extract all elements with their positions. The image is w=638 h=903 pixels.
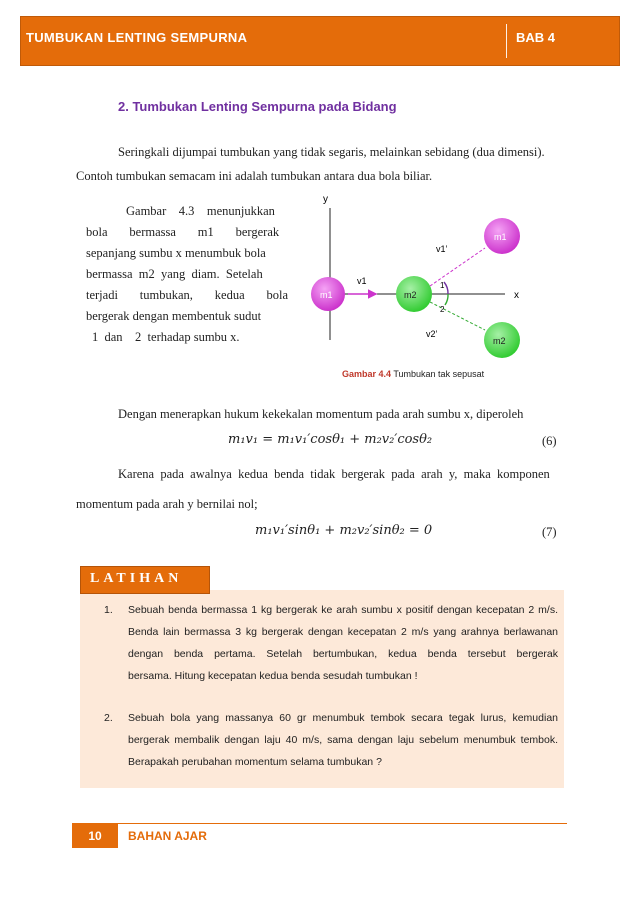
x-axis-label: x xyxy=(514,290,519,301)
page-number: 10 xyxy=(88,829,102,843)
left-text-block xyxy=(86,201,289,348)
header-divider xyxy=(506,24,507,58)
left-text-line: bergerak dengan membentuk sudut xyxy=(86,309,262,323)
header-title: TUMBUKAN LENTING SEMPURNA xyxy=(26,30,248,45)
angle-2-label: 2 xyxy=(440,305,445,314)
latihan-label: LATIHAN xyxy=(90,571,183,586)
figure-caption-text: Tumbukan tak sepusat xyxy=(391,369,485,379)
left-text-line: sepanjang sumbu x menumbuk bola xyxy=(86,246,266,260)
exercise-2-line: Sebuah bola yang massanya 60 gr menumbuk tembok secara tegak lurus, kemudian xyxy=(128,712,558,724)
v2-prime-label: v2’ xyxy=(426,329,438,339)
ball-m1-label: m1 xyxy=(320,290,333,300)
exercise-number-2: 2. xyxy=(104,712,113,724)
left-text-line: Gambar 4.3 menunjukkan xyxy=(126,204,275,218)
v1-label: v1 xyxy=(357,276,367,286)
angle-1-label: 1 xyxy=(440,281,445,290)
footer-label: BAHAN AJAR xyxy=(128,829,207,843)
exercise-1-line: bersama. Hitung kecepatan kedua benda sesudah tumbukan ! xyxy=(128,670,418,682)
paragraph-momentum-y-line-1: Karena pada awalnya kedua benda tidak bergerak pada arah y, maka komponen xyxy=(118,467,550,481)
exercise-1-line: Benda lain bermassa 3 kg bergerak dengan kecepatan 2 m/s yang arahnya berlawanan xyxy=(128,626,558,638)
equation-7-number: (7) xyxy=(542,525,557,539)
section-title: 2. Tumbukan Lenting Sempurna pada Bidang xyxy=(118,99,397,114)
left-text-line: 1 dan 2 terhadap sumbu x. xyxy=(92,330,240,344)
ball-m1-after-label: m1 xyxy=(494,232,507,242)
page-number-box xyxy=(72,824,118,848)
collision-diagram xyxy=(290,190,560,390)
exercise-1-line: Sebuah benda bermassa 1 kg bergerak ke arah sumbu x positif dengan kecepatan 2 m/s. xyxy=(128,604,558,616)
y-axis-label: y xyxy=(323,194,328,205)
v1-prime-label: v1’ xyxy=(436,244,448,254)
figure-caption xyxy=(342,369,484,379)
ball-m2-center-label: m2 xyxy=(404,290,417,300)
equation-7: m₁v₁′sinθ₁ + m₂v₂′sinθ₂ = 0 xyxy=(255,523,433,538)
v2-prime-direction xyxy=(430,302,485,330)
paragraph-momentum-x: Dengan menerapkan hukum kekekalan momentum pada arah sumbu x, diperoleh xyxy=(118,407,524,421)
left-text-line: bola bermassa m1 bergerak xyxy=(86,225,280,239)
paragraph-momentum-y-line-2: momentum pada arah y bernilai nol; xyxy=(76,497,258,511)
equation-6-number: (6) xyxy=(542,434,557,448)
exercise-number-1: 1. xyxy=(104,604,113,616)
exercise-2-line: bergerak membalik dengan laju 40 m/s, sama dengan laju sebelum menumbuk tembok. xyxy=(128,734,558,746)
equation-6: m₁v₁ = m₁v₁′cosθ₁ + m₂v₂′cosθ₂ xyxy=(228,432,433,447)
footer-rule xyxy=(72,823,567,824)
angle-arc-2 xyxy=(445,294,448,305)
intro-line-1: Seringkali dijumpai tumbukan yang tidak segaris, melainkan sebidang (dua dimensi). xyxy=(118,145,545,159)
intro-line-2: Contoh tumbukan semacam ini adalah tumbukan antara dua bola biliar. xyxy=(76,169,433,183)
figure-caption-label: Gambar 4.4 xyxy=(342,369,392,379)
left-text-line: terjadi tumbukan, kedua bola xyxy=(86,288,289,302)
angle-arc-1 xyxy=(444,282,448,294)
exercise-1-line: dengan benda pertama. Setelah bertumbukan, kedua benda tersebut bergerak xyxy=(128,648,558,660)
exercise-1 xyxy=(128,599,558,687)
exercise-2 xyxy=(128,707,558,773)
chapter-label: BAB 4 xyxy=(516,30,556,45)
ball-m2-after-label: m2 xyxy=(493,336,506,346)
left-text-line: bermassa m2 yang diam. Setelah xyxy=(86,267,263,281)
exercise-2-line: Berapakah perubahan momentum selama tumbukan ? xyxy=(128,756,382,768)
